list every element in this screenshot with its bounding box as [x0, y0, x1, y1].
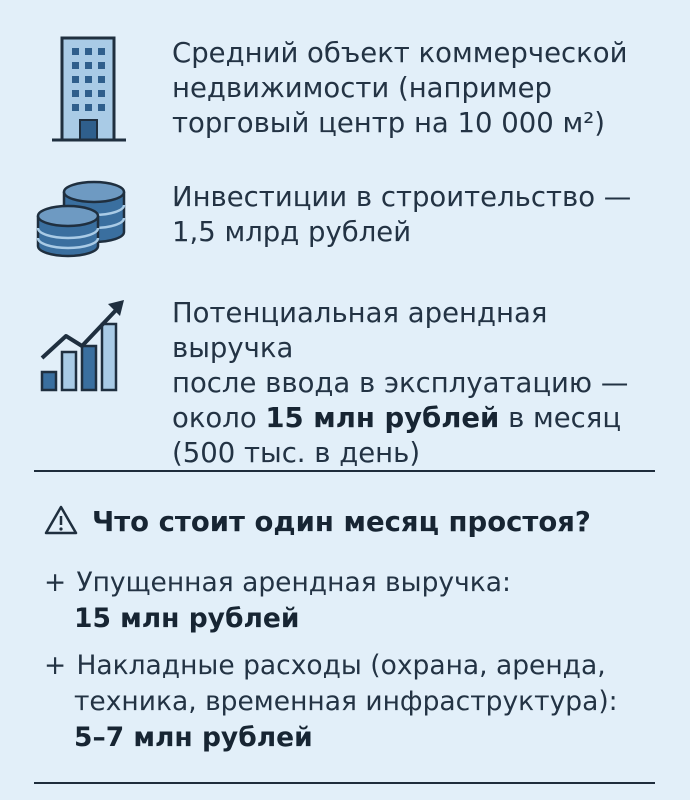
revenue-amount: 15 млн рублей: [265, 402, 500, 434]
downtime-item-lost-revenue: [44, 565, 684, 637]
building-icon: [52, 36, 126, 150]
divider: [34, 470, 655, 472]
fact-text-prefix: около: [172, 402, 266, 434]
fact-text-line: 1,5 млрд рублей: [172, 216, 412, 248]
plus-icon: +: [44, 650, 67, 681]
downtime-item-overhead: [44, 648, 684, 756]
downtime-heading: [44, 502, 664, 542]
fact-text-line: (500 тыс. в день): [172, 437, 421, 469]
item-amount: 5–7 млн рублей: [74, 722, 313, 753]
fact-text-line: Потенциальная арендная выручка: [172, 297, 548, 364]
fact-text-line: недвижимости (например: [172, 72, 552, 104]
fact-text-line: торговый центр на 10 000 м²): [172, 107, 605, 139]
fact-text-line: Инвестиции в строительство —: [172, 181, 632, 213]
item-line: [44, 565, 684, 601]
item-line: техника, временная инфраструктура):: [74, 686, 618, 717]
fact-text-line: после ввода в эксплуатацию —: [172, 367, 629, 399]
item-text: Накладные расходы (охрана, аренда,: [76, 650, 606, 681]
fact-investment-text: [172, 180, 672, 250]
plus-icon: +: [44, 567, 67, 598]
coins-stack-icon: [32, 178, 132, 266]
fact-building-text: [172, 36, 672, 141]
downtime-heading-text: Что стоит один месяц простоя?: [92, 506, 591, 538]
fact-text-suffix: в месяц: [499, 402, 622, 434]
item-text: Упущенная арендная выручка:: [76, 567, 511, 598]
fact-text-line: [172, 401, 672, 436]
warning-triangle-icon: [44, 505, 78, 535]
item-line: [44, 648, 684, 684]
fact-revenue-text: [172, 296, 672, 471]
fact-text-line: Средний объект коммерческой: [172, 37, 628, 69]
growth-chart-icon: [36, 294, 132, 398]
item-amount: 15 млн рублей: [74, 603, 300, 634]
divider: [34, 782, 655, 784]
